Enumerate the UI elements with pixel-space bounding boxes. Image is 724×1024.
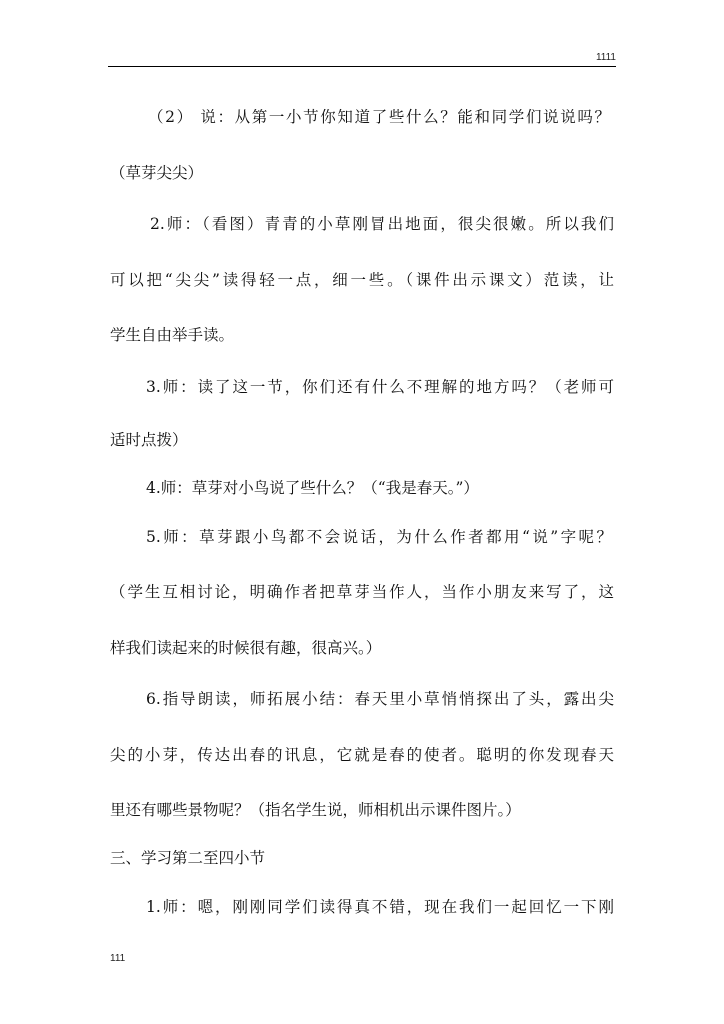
header-page-number: 1111 [595,52,616,63]
header-rule [108,66,616,67]
footer-page-number: 111 [110,953,126,964]
